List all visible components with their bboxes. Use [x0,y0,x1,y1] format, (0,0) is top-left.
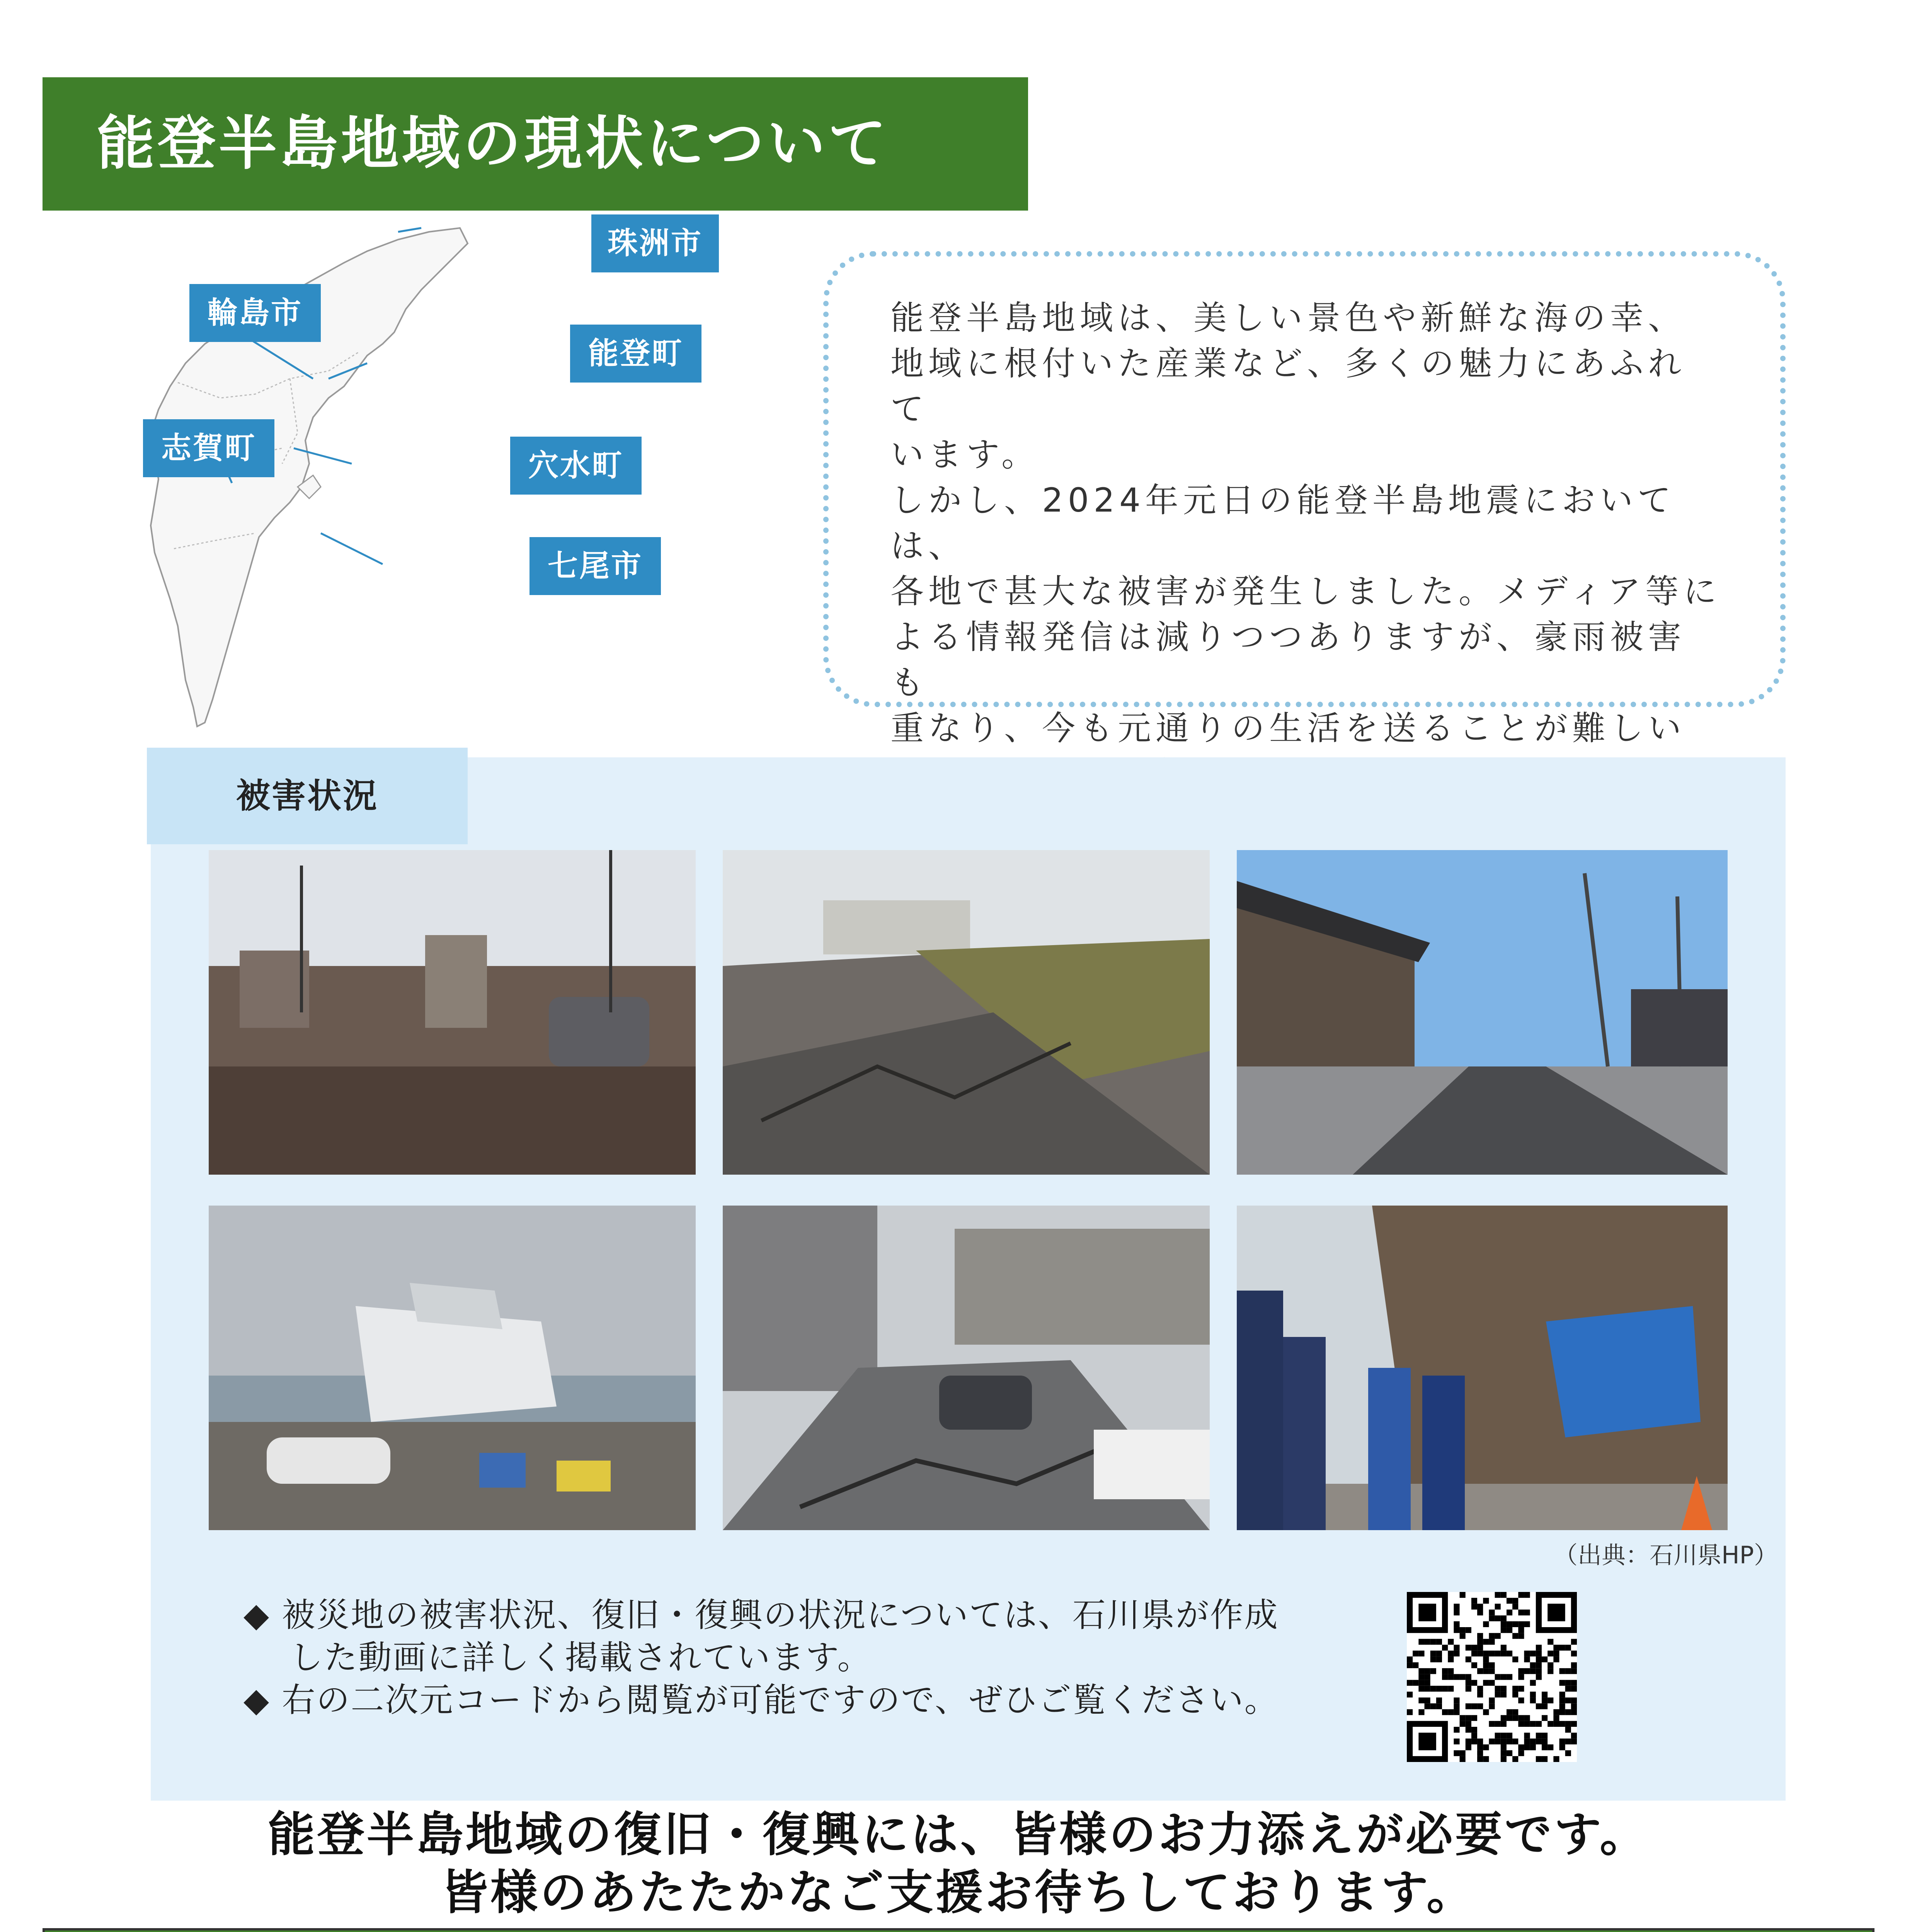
qr-code-image[interactable] [1407,1592,1577,1762]
damage-photo-collapsed-road [723,850,1210,1175]
damage-photo-collapsed-houses [1237,850,1728,1175]
damage-photo-burned-town [209,850,696,1175]
map-label-suzu: 珠洲市 [591,214,719,272]
photo-source-note: （出典：石川県HP） [1553,1541,1778,1569]
map-label-noto: 能登町 [570,325,701,383]
appeal-line-2: 皆様のあたたかなご支援お待ちしております。 [441,1865,1476,1920]
damage-photo-cracked-street [723,1206,1210,1530]
page-title: 能登半島地域の現状について [43,77,1028,211]
damage-bullet-1-cont: した動画に詳しく掲載されています。 [243,1638,872,1677]
damage-section-title: 被害状況 [147,748,468,844]
table-header [45,1930,1872,1932]
intro-box [823,251,1786,748]
damage-bullet-1: ◆ 被災地の被害状況、復旧・復興の状況については、石川県が作成 [243,1596,1279,1634]
product-overview-table [43,1928,1874,1932]
damage-photo-rescue-workers [1237,1206,1728,1530]
map-label-anamizu: 穴水町 [510,437,642,495]
damage-photo-capsized-boat [209,1206,696,1530]
map-label-wajima: 輪島市 [189,284,321,342]
qr-code[interactable] [1407,1592,1577,1762]
intro-text: 能登半島地域は、美しい景色や新鮮な海の幸、 地域に根付いた産業など、多くの魅力にあふれて います。 しかし、2024年元日の能登半島地震においては、 各地で甚大な被害が発生しました。メディア等に よる情報発信は減りつつありますが、豪雨被害も 重なり、今も元通りの生活を送ることが難しい [890,299,1721,748]
map-label-shika: 志賀町 [143,419,274,477]
map-label-nanao: 七尾市 [529,537,661,595]
appeal-line-1: 能登半島地域の復旧・復興には、皆様のお力添えが必要です。 [267,1807,1650,1862]
damage-bullet-2: ◆ 右の二次元コードから閲覧が可能ですので、ぜひご覧ください。 [243,1681,1279,1719]
